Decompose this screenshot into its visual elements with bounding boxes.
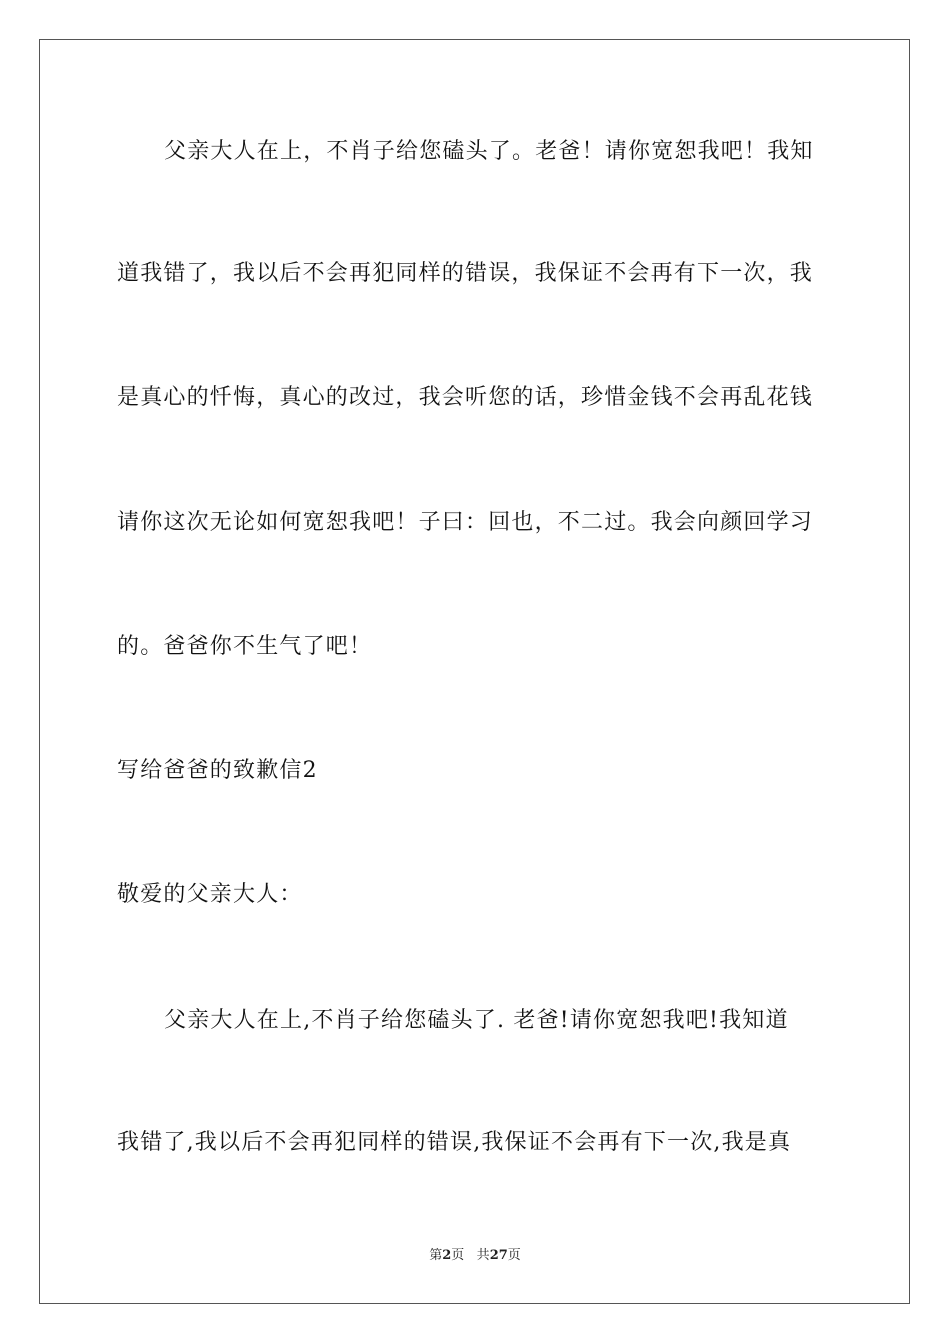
footer-page-number: 2 — [442, 1248, 452, 1263]
footer-total-pages: 27 — [489, 1248, 508, 1263]
page-border — [39, 39, 910, 1304]
footer-total-suffix: 页 — [507, 1248, 521, 1263]
footer-page-suffix: 页 — [451, 1248, 465, 1263]
page-footer — [0, 1247, 950, 1265]
paragraph-line-1: 父亲大人在上，不肖子给您磕头了。老爸！请你宽恕我吧！我知 — [164, 139, 814, 164]
paragraph-line-3: 是真心的忏悔，真心的改过，我会听您的话，珍惜金钱不会再乱花钱 — [117, 385, 814, 410]
salutation: 敬爱的父亲大人： — [117, 882, 303, 907]
paragraph-line-4: 请你这次无论如何宽恕我吧！子曰：回也，不二过。我会向颜回学习 — [117, 510, 814, 535]
paragraph-line-6: 父亲大人在上,不肖子给您磕头了. 老爸!请你宽恕我吧!我知道 — [164, 1008, 789, 1033]
footer-page-prefix: 第 — [429, 1248, 443, 1263]
paragraph-line-7: 我错了,我以后不会再犯同样的错误,我保证不会再有下一次,我是真 — [117, 1130, 792, 1155]
paragraph-line-5: 的。爸爸你不生气了吧！ — [117, 634, 373, 659]
section-title: 写给爸爸的致歉信2 — [117, 758, 318, 783]
paragraph-line-2: 道我错了，我以后不会再犯同样的错误，我保证不会再有下一次，我 — [117, 261, 814, 286]
footer-total-prefix: 共 — [476, 1248, 490, 1263]
